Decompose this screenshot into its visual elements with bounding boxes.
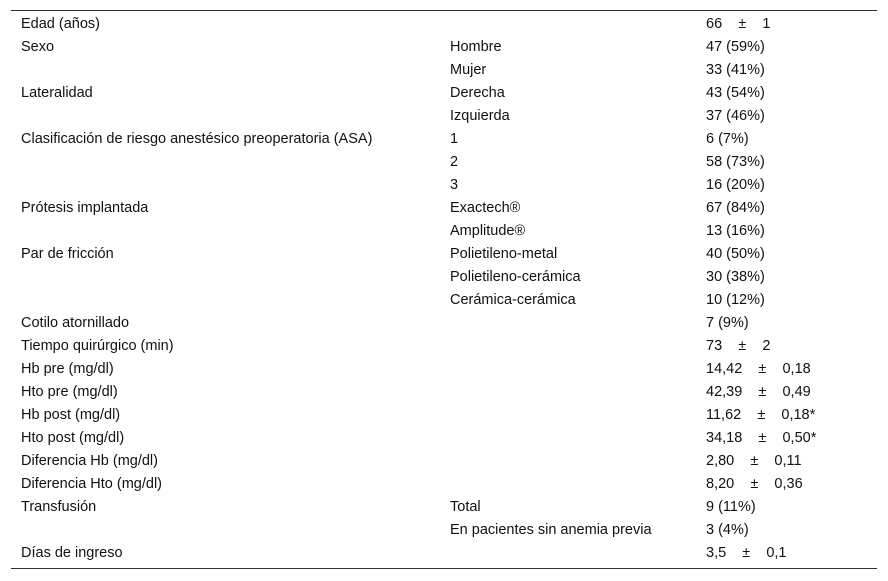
row-label-cell: Hb post (mg/dl): [21, 407, 121, 423]
row-value-cell: 16 (20%): [706, 177, 765, 193]
row-label-cell: Tiempo quirúrgico (min): [21, 338, 174, 354]
row-subcategory-cell: [450, 335, 706, 358]
table-row: [11, 404, 877, 427]
row-value-cell: 11,62 ± 0,18*: [706, 407, 816, 423]
row-value-cell: 42,39 ± 0,49: [706, 384, 811, 400]
row-subcategory-cell: 2: [450, 154, 459, 170]
row-label-cell: Lateralidad: [21, 85, 93, 101]
row-subcategory-cell: [450, 381, 706, 404]
row-subcategory-cell: [450, 404, 706, 427]
row-label-cell: Diferencia Hto (mg/dl): [21, 476, 163, 492]
row-value-cell: 8,20 ± 0,36: [706, 476, 803, 492]
row-label-cell: Diferencia Hb (mg/dl): [21, 453, 158, 469]
row-value-cell: 43 (54%): [706, 85, 765, 101]
row-value-cell: 58 (73%): [706, 154, 765, 170]
row-label-cell: Hto post (mg/dl): [21, 430, 125, 446]
table-row: [11, 335, 877, 358]
row-subcategory-cell: Mujer: [450, 62, 487, 78]
row-label-cell: [11, 174, 450, 197]
row-value-cell: 47 (59%): [706, 39, 765, 55]
table-row: [11, 473, 877, 496]
table-row: [11, 450, 877, 473]
row-subcategory-cell: [450, 473, 706, 496]
row-label-cell: Días de ingreso: [21, 545, 123, 561]
table-row: [11, 105, 877, 128]
row-subcategory-cell: [450, 312, 706, 335]
table-row: [11, 289, 877, 312]
table-row: [11, 220, 877, 243]
row-subcategory-cell: Cerámica-cerámica: [450, 292, 576, 308]
table-row: [11, 174, 877, 197]
row-label-cell: [11, 59, 450, 82]
row-subcategory-cell: [450, 13, 706, 36]
table-row: [11, 358, 877, 381]
row-subcategory-cell: Derecha: [450, 85, 505, 101]
table-row: [11, 128, 877, 151]
row-subcategory-cell: 3: [450, 177, 459, 193]
row-label-cell: Hb pre (mg/dl): [21, 361, 114, 377]
row-subcategory-cell: Exactech®: [450, 200, 521, 216]
row-subcategory-cell: Polietileno-metal: [450, 246, 558, 262]
row-value-cell: 67 (84%): [706, 200, 765, 216]
row-subcategory-cell: [450, 450, 706, 473]
table-row: [11, 312, 877, 335]
row-value-cell: 7 (9%): [706, 315, 749, 331]
row-value-cell: 3 (4%): [706, 522, 749, 538]
row-label-cell: Transfusión: [21, 499, 97, 515]
row-subcategory-cell: Total: [450, 499, 481, 515]
row-label-cell: Clasificación de riesgo anestésico preoperatoria (ASA): [21, 131, 373, 147]
row-subcategory-cell: En pacientes sin anemia previa: [450, 522, 652, 538]
table-row: [11, 197, 877, 220]
table-row: [11, 36, 877, 59]
table-row: [11, 542, 877, 565]
data-table: [11, 13, 877, 565]
row-label-cell: [11, 289, 450, 312]
table-row: [11, 151, 877, 174]
row-subcategory-cell: Hombre: [450, 39, 502, 55]
row-label-cell: Par de fricción: [21, 246, 114, 262]
row-subcategory-cell: Polietileno-cerámica: [450, 269, 581, 285]
table-body: [11, 13, 877, 565]
row-label-cell: [11, 105, 450, 128]
row-subcategory-cell: 1: [450, 131, 459, 147]
row-label-cell: Cotilo atornillado: [21, 315, 130, 331]
table-row: [11, 496, 877, 519]
row-label-cell: Sexo: [21, 39, 55, 55]
row-label-cell: [11, 151, 450, 174]
row-value-cell: 3,5 ± 0,1: [706, 545, 787, 561]
row-subcategory-cell: Izquierda: [450, 108, 510, 124]
table-row: [11, 59, 877, 82]
table-row: [11, 266, 877, 289]
row-value-cell: 73 ± 2: [706, 338, 771, 354]
row-value-cell: 34,18 ± 0,50*: [706, 430, 817, 446]
table-row: [11, 243, 877, 266]
row-label-cell: Prótesis implantada: [21, 200, 149, 216]
row-value-cell: 13 (16%): [706, 223, 765, 239]
table-row: [11, 82, 877, 105]
row-value-cell: 14,42 ± 0,18: [706, 361, 811, 377]
table-row: [11, 519, 877, 542]
row-value-cell: 2,80 ± 0,11: [706, 453, 802, 469]
row-value-cell: 33 (41%): [706, 62, 765, 78]
row-label-cell: [11, 220, 450, 243]
row-label-cell: [11, 266, 450, 289]
table-row: [11, 13, 877, 36]
row-value-cell: 9 (11%): [706, 499, 756, 515]
table-row: [11, 381, 877, 404]
row-label-cell: Edad (años): [21, 16, 100, 32]
data-table-container: [11, 10, 877, 569]
row-value-cell: 6 (7%): [706, 131, 749, 147]
row-subcategory-cell: [450, 542, 706, 565]
row-subcategory-cell: [450, 427, 706, 450]
row-value-cell: 10 (12%): [706, 292, 765, 308]
row-value-cell: 37 (46%): [706, 108, 765, 124]
row-subcategory-cell: [450, 358, 706, 381]
row-value-cell: 66 ± 1: [706, 16, 771, 32]
row-label-cell: Hto pre (mg/dl): [21, 384, 118, 400]
row-value-cell: 30 (38%): [706, 269, 765, 285]
row-label-cell: [11, 519, 450, 542]
row-value-cell: 40 (50%): [706, 246, 765, 262]
table-row: [11, 427, 877, 450]
row-subcategory-cell: Amplitude®: [450, 223, 526, 239]
